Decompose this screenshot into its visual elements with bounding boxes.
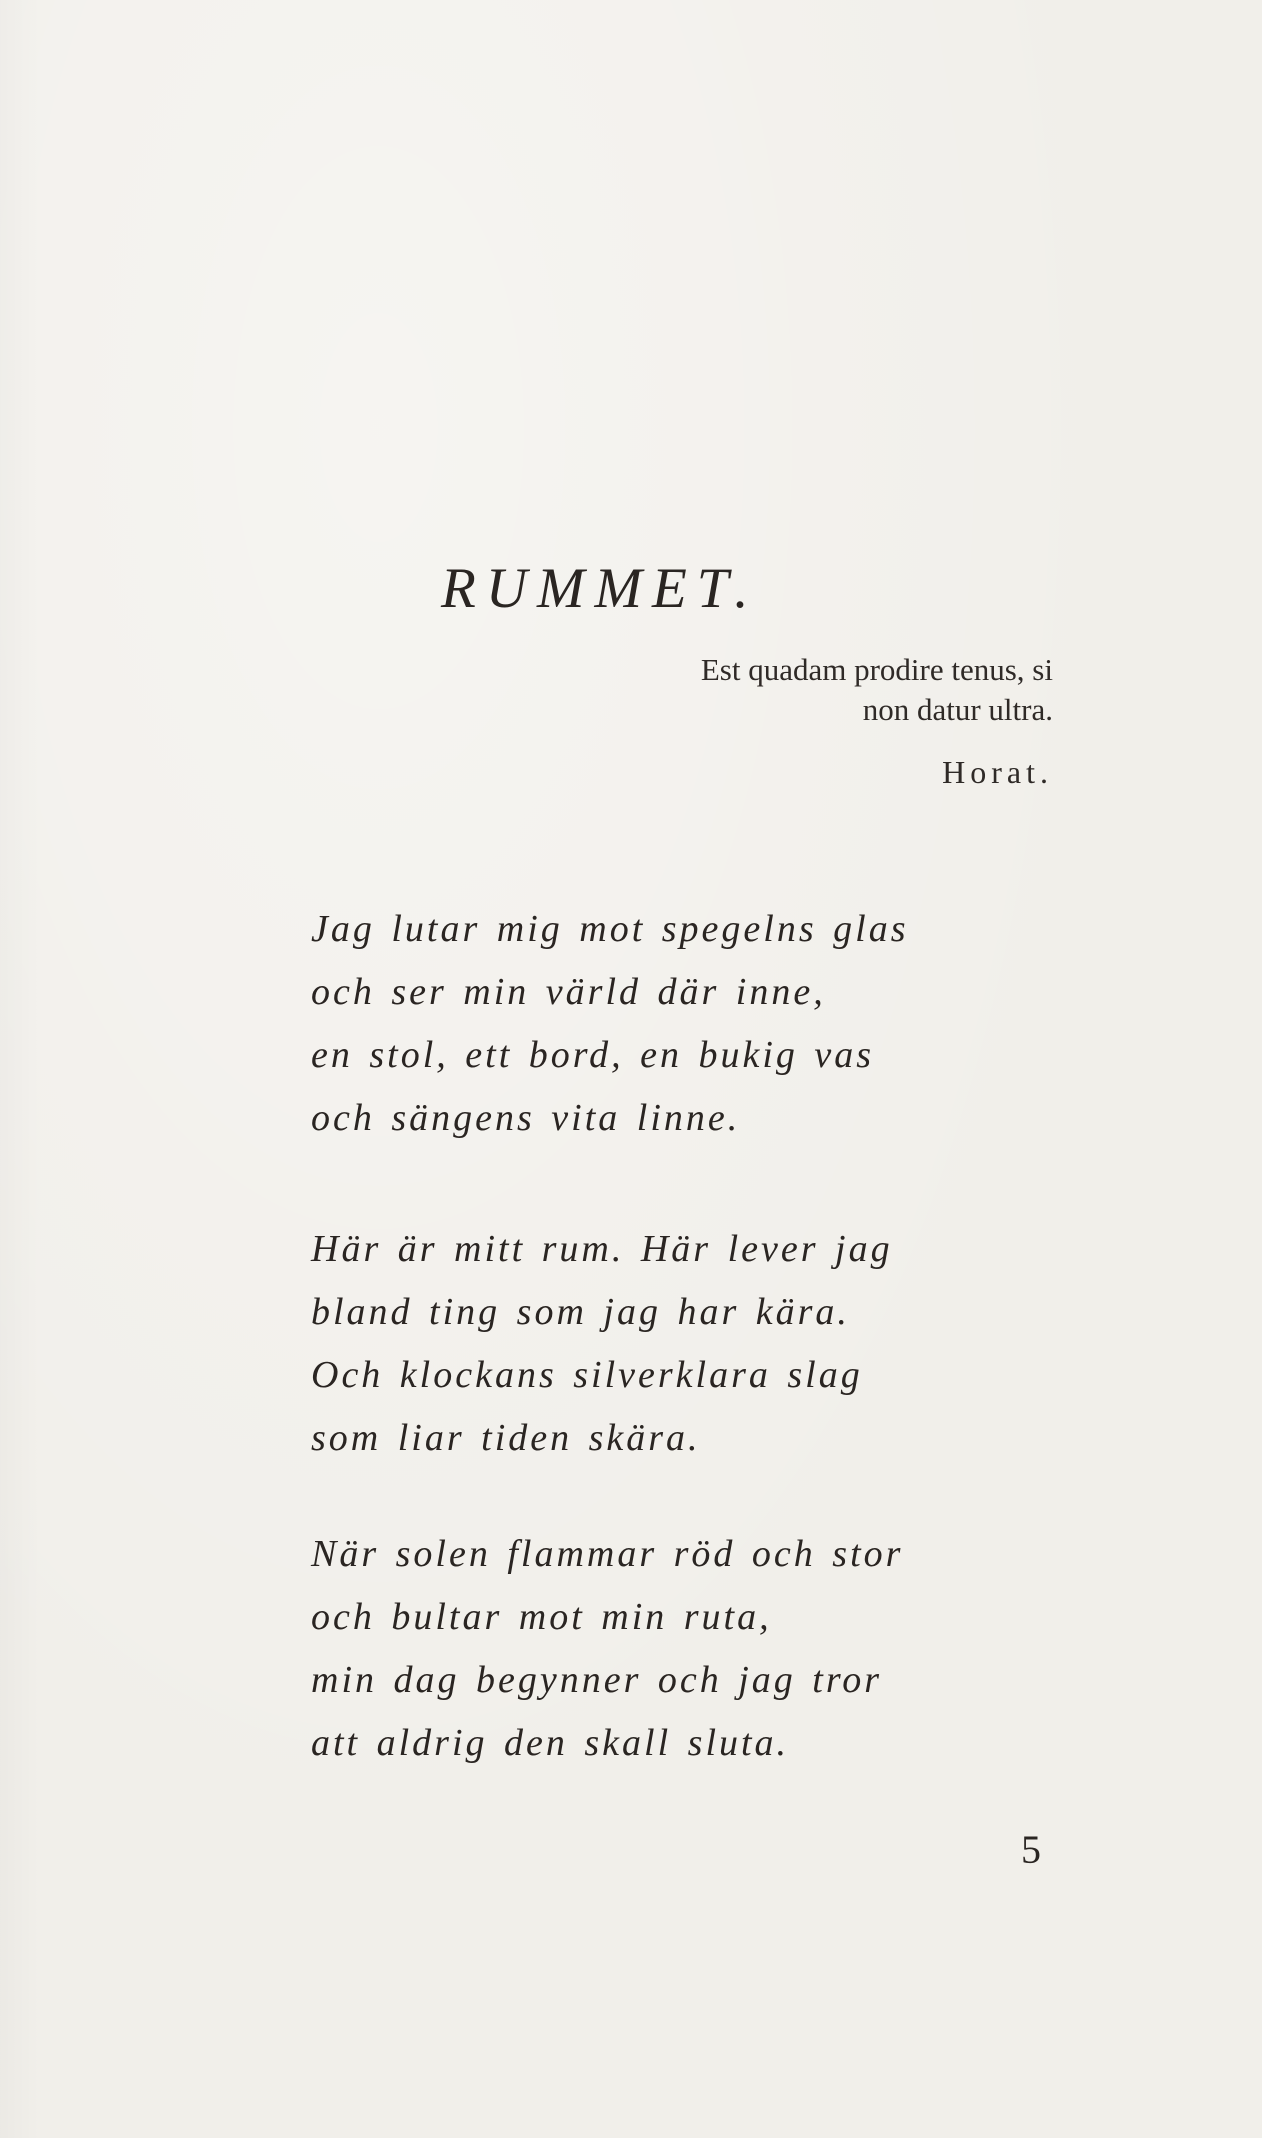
epigraph-attribution: Horat. [942, 754, 1053, 790]
stanza-2 [311, 1218, 893, 1470]
verse-line: en stol, ett bord, en bukig vas [311, 1034, 875, 1076]
verse-line: Och klockans silverklara slag [311, 1354, 863, 1396]
epigraph [701, 650, 1053, 792]
stanza-3 [311, 1523, 903, 1775]
poem-title: RUMMET. [441, 557, 759, 620]
verse-line: Här är mitt rum. Här lever jag [311, 1228, 893, 1270]
verse-line: och ser min värld där inne, [311, 971, 826, 1013]
verse-line: att aldrig den skall sluta. [311, 1722, 790, 1764]
stanza-1 [311, 898, 908, 1150]
verse-line: som liar tiden skära. [311, 1417, 701, 1459]
verse-line: min dag begynner och jag tror [311, 1659, 883, 1701]
verse-line: och sängens vita linne. [311, 1097, 741, 1139]
verse-line: Jag lutar mig mot spegelns glas [311, 908, 909, 950]
verse-line: och bultar mot min ruta, [311, 1596, 772, 1638]
epigraph-line: Est quadam prodire tenus, si [700, 652, 1053, 687]
verse-line: När solen flammar röd och stor [311, 1533, 904, 1575]
verse-line: bland ting som jag har kära. [311, 1291, 850, 1333]
page-number: 5 [1021, 1827, 1041, 1872]
epigraph-line: non datur ultra. [862, 692, 1053, 727]
